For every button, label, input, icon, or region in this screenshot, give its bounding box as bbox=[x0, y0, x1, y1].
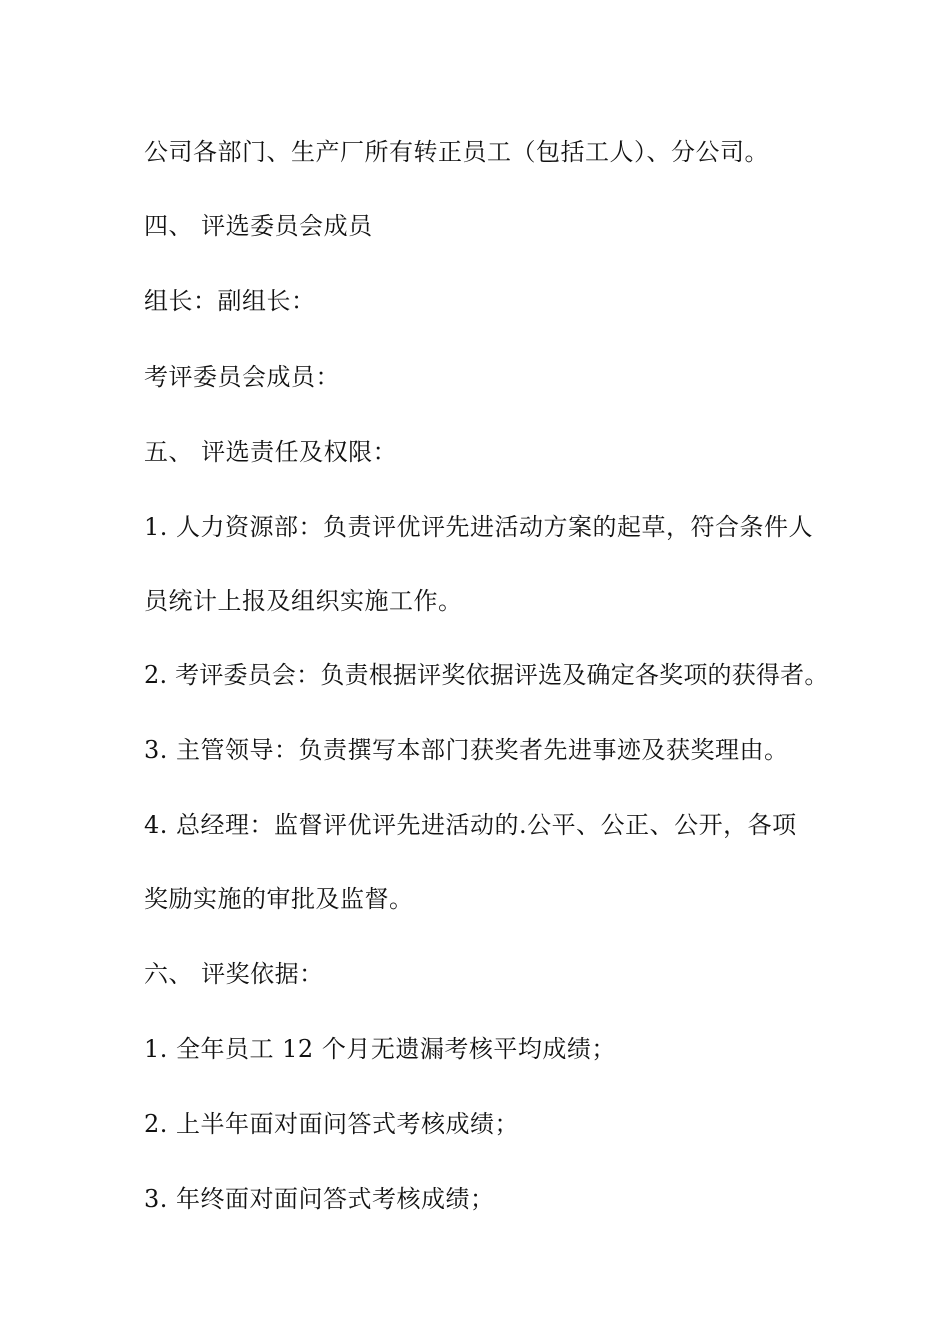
paragraph-scope: 公司各部门、生产厂所有转正员工（包括工人）、分公司。 bbox=[144, 138, 769, 166]
heading-section-6: 六、 评奖依据： bbox=[144, 960, 324, 988]
list-item-midyear-score: 2. 上半年面对面问答式考核成绩； bbox=[144, 1110, 520, 1138]
list-item-committee: 2. 考评委员会：负责根据评奖依据评选及确定各奖项的获得者。 bbox=[144, 661, 829, 689]
list-item-yearend-score: 3. 年终面对面问答式考核成绩； bbox=[144, 1185, 495, 1213]
list-item-gm-line2: 奖励实施的审批及监督。 bbox=[144, 885, 414, 913]
list-item-hr-line2: 员统计上报及组织实施工作。 bbox=[144, 587, 463, 615]
heading-section-5: 五、 评选责任及权限： bbox=[144, 438, 398, 466]
list-item-supervisor: 3. 主管领导：负责撰写本部门获奖者先进事迹及获奖理由。 bbox=[144, 736, 789, 764]
paragraph-leaders: 组长：副组长： bbox=[144, 287, 316, 315]
list-item-annual-score: 1. 全年员工 12 个月无遗漏考核平均成绩； bbox=[144, 1035, 616, 1063]
list-item-hr-line1: 1. 人力资源部：负责评优评先进活动方案的起草，符合条件人 bbox=[144, 513, 814, 541]
heading-section-4: 四、 评选委员会成员 bbox=[144, 212, 373, 240]
paragraph-members: 考评委员会成员： bbox=[144, 363, 340, 391]
list-item-gm-line1: 4. 总经理：监督评优评先进活动的.公平、公正、公开，各项 bbox=[144, 811, 797, 839]
